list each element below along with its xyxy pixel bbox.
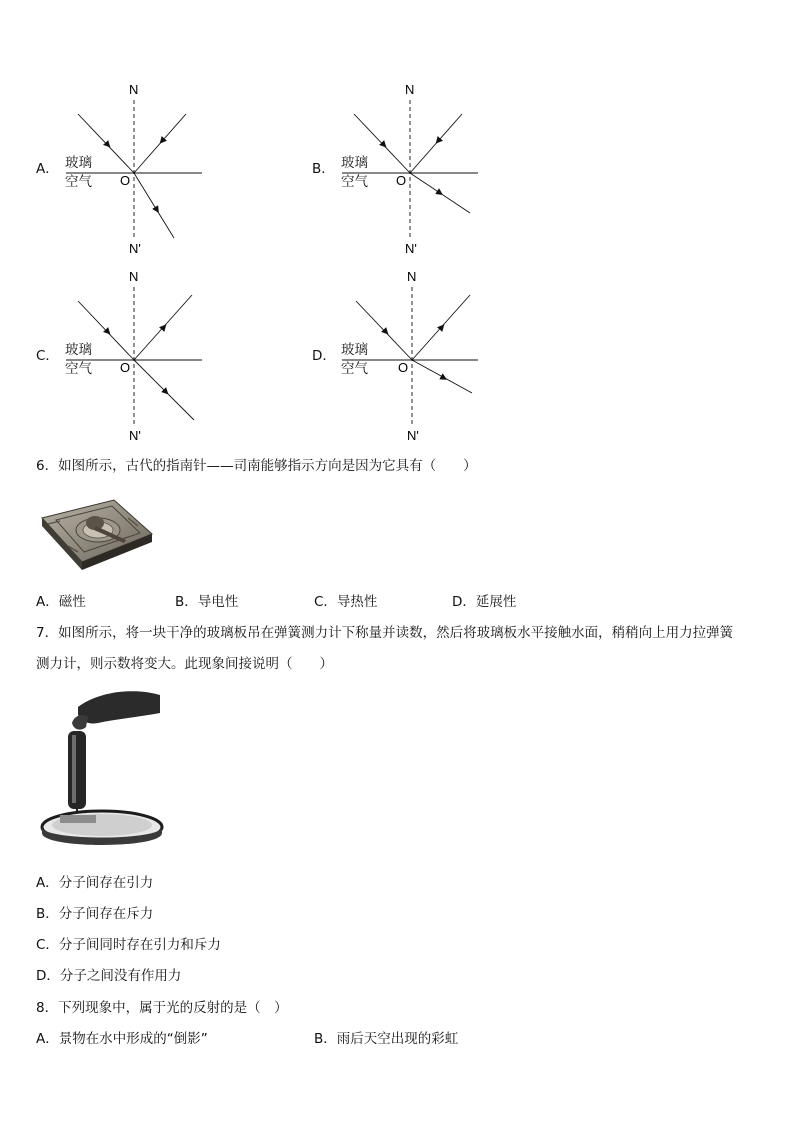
diagram-c xyxy=(36,265,226,445)
option-letter: A． xyxy=(36,161,59,177)
medium-bottom-label: 空气 xyxy=(65,174,92,190)
q6-option-b[interactable]: B．导电性 xyxy=(175,594,239,610)
diagram-b xyxy=(312,78,502,258)
q7-option-d[interactable]: D．分子之间没有作用力 xyxy=(36,968,182,984)
q6-option-d[interactable]: D．延展性 xyxy=(452,594,517,610)
option-letter: D． xyxy=(312,348,336,364)
origin-label: O xyxy=(120,360,131,375)
medium-bottom-label: 空气 xyxy=(341,361,368,377)
normal-top-label: N xyxy=(129,269,139,284)
medium-top-label: 玻璃 xyxy=(341,155,368,171)
option-letter: B． xyxy=(312,161,335,177)
normal-bottom-label: N' xyxy=(405,241,417,256)
q7-option-b[interactable]: B．分子间存在斥力 xyxy=(36,906,154,922)
diagram-d xyxy=(312,265,502,445)
q6-option-a[interactable]: A．磁性 xyxy=(36,594,86,610)
normal-top-label: N xyxy=(407,269,417,284)
q7-option-c[interactable]: C．分子间同时存在引力和斥力 xyxy=(36,937,221,953)
medium-top-label: 玻璃 xyxy=(341,342,368,358)
q8-option-b[interactable]: B．雨后天空出现的彩虹 xyxy=(314,1031,459,1047)
medium-bottom-label: 空气 xyxy=(65,361,92,377)
spring-scale-glass-image xyxy=(38,687,164,861)
normal-top-label: N xyxy=(129,82,139,97)
normal-top-label: N xyxy=(405,82,415,97)
medium-top-label: 玻璃 xyxy=(65,342,92,358)
option-letter: C． xyxy=(36,348,59,364)
compass-sinan-image xyxy=(38,490,156,579)
question-8-stem: 8．下列现象中，属于光的反射的是（ ） xyxy=(36,1000,288,1016)
origin-label: O xyxy=(396,173,407,188)
q6-option-c[interactable]: C．导热性 xyxy=(314,594,378,610)
normal-bottom-label: N' xyxy=(129,241,141,256)
medium-bottom-label: 空气 xyxy=(341,174,368,190)
origin-label: O xyxy=(398,360,409,375)
diagram-a xyxy=(36,78,226,258)
origin-label: O xyxy=(120,173,131,188)
question-7-stem-line2: 测力计，则示数将变大。此现象间接说明（ ） xyxy=(36,656,333,672)
q8-option-a[interactable]: A．景物在水中形成的“倒影” xyxy=(36,1031,208,1047)
question-6-stem: 6．如图所示，古代的指南针——司南能够指示方向是因为它具有（ ） xyxy=(36,458,477,474)
question-7-stem-line1: 7．如图所示，将一块干净的玻璃板吊在弹簧测力计下称量并读数，然后将玻璃板水平接触水面，稍稍向上用力拉弹簧 xyxy=(36,625,734,641)
q7-option-a[interactable]: A．分子间存在引力 xyxy=(36,875,154,891)
medium-top-label: 玻璃 xyxy=(65,155,92,171)
normal-bottom-label: N' xyxy=(129,428,141,443)
normal-bottom-label: N' xyxy=(407,428,419,443)
